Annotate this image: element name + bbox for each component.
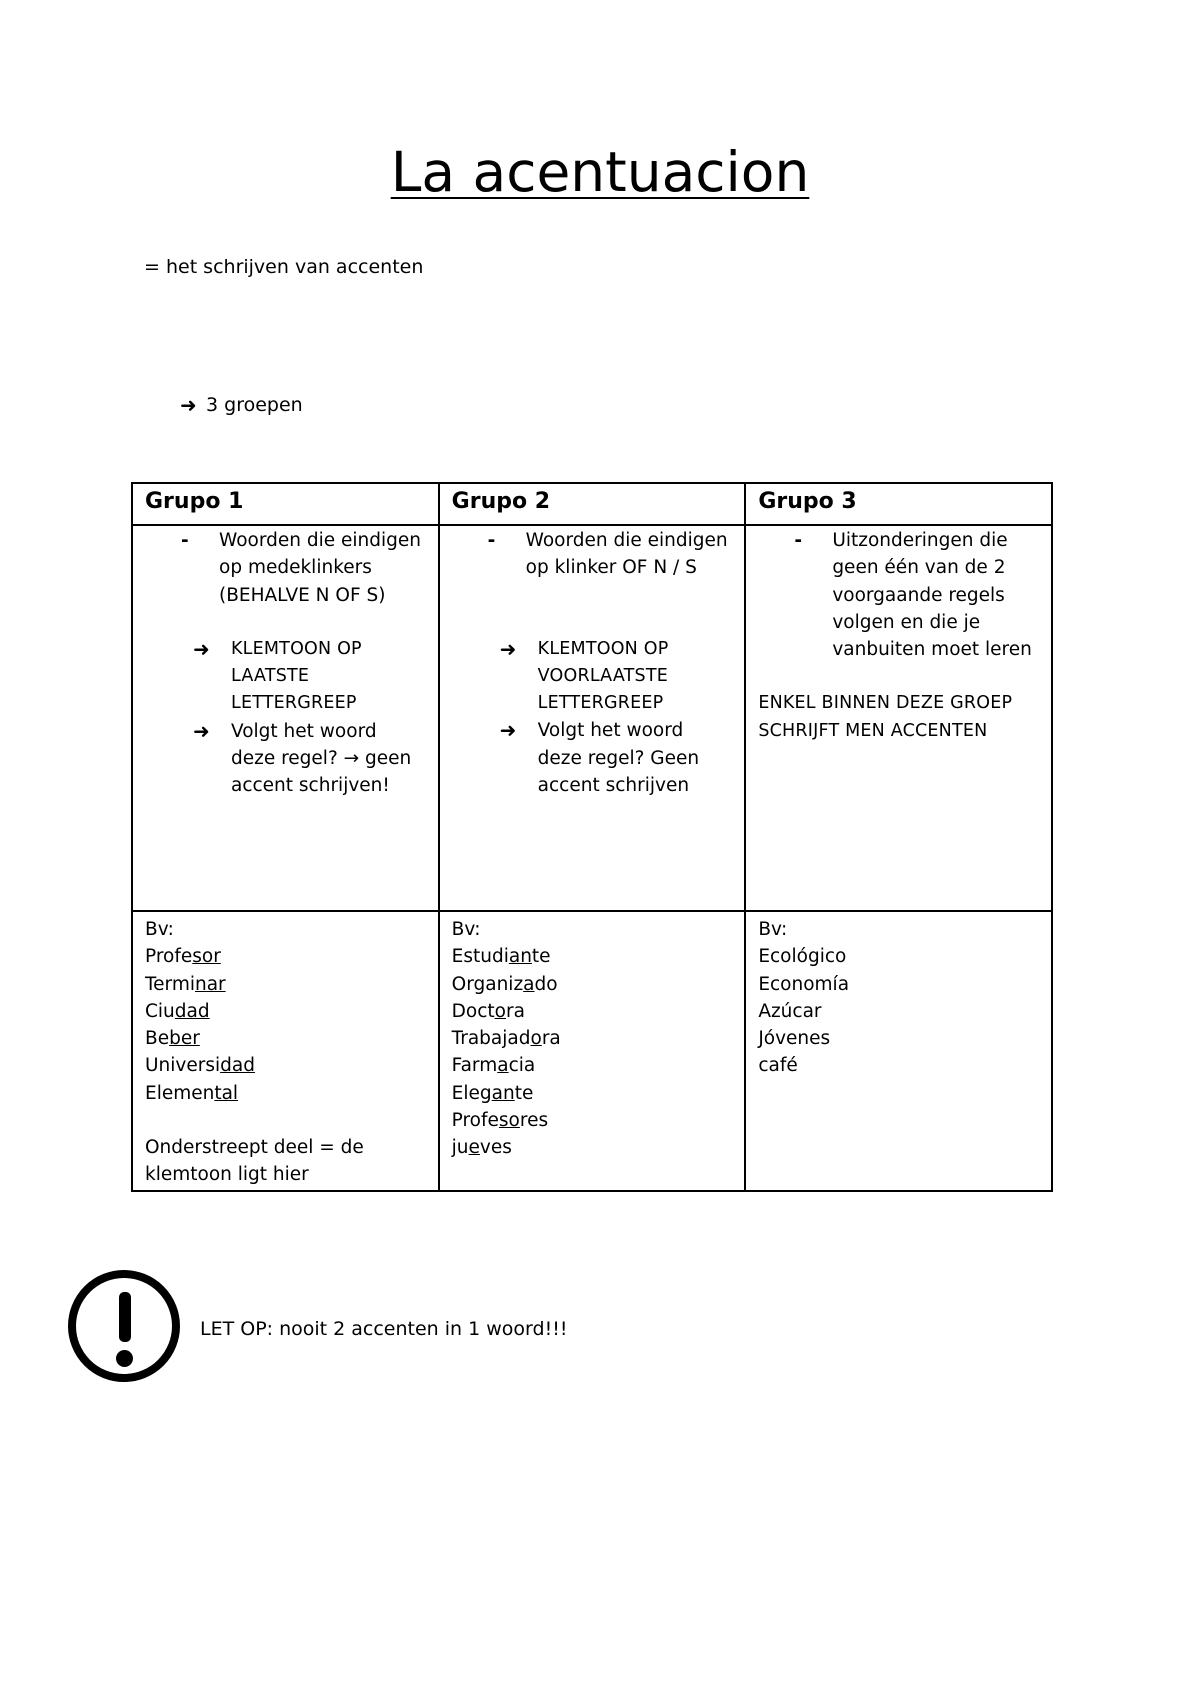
example-word <box>452 943 733 970</box>
note-text: Onderstreept deel = de klemtoon ligt hier <box>145 1137 364 1186</box>
example-word <box>452 971 733 998</box>
bullet-item <box>180 393 303 417</box>
word-part: Organiz <box>451 973 524 995</box>
stressed-syllable: sor <box>192 946 221 968</box>
word-part: cia <box>508 1055 536 1077</box>
stressed-syllable: o <box>494 1000 506 1022</box>
word-part: Ciu <box>145 1000 175 1022</box>
arrow-line <box>193 718 426 800</box>
stressed-syllable: e <box>468 1137 480 1159</box>
arrow-right-icon: ➜ <box>193 636 210 661</box>
example-cell-1 <box>132 911 439 1191</box>
example-word: Azúcar <box>758 1000 822 1022</box>
rule-text: Woorden die eindigen op medeklinkers (BEHALVE N OF S) <box>219 530 421 606</box>
stressed-syllable: nar <box>194 973 226 995</box>
example-word <box>145 1025 426 1052</box>
stressed-syllable: a <box>497 1055 509 1077</box>
example-word <box>452 1107 733 1134</box>
word-part: ju <box>451 1137 469 1159</box>
rule-text: Uitzonderingen die geen één van de 2 voorgaande regels volgen en die je vanbuiten moet leren <box>832 530 1032 661</box>
rule-line <box>145 527 426 609</box>
example-word <box>145 943 426 970</box>
arrow-right-icon: ➜ <box>180 393 197 417</box>
arrow-text: Volgt het woord deze regel? → geen accent schrijven! <box>231 720 412 797</box>
example-word: Ecológico <box>758 946 847 968</box>
dash-bullet: - <box>794 530 802 551</box>
stressed-syllable: an <box>508 946 532 968</box>
rules-table <box>131 482 1053 1192</box>
word-part: ves <box>479 1137 512 1159</box>
example-word <box>145 1080 426 1107</box>
word-part: ra <box>541 1028 561 1050</box>
page-title: La acentuacion <box>390 140 810 204</box>
example-word <box>145 998 426 1025</box>
rule-line <box>452 527 733 582</box>
word-part: Termi <box>145 973 195 995</box>
rule-cell-2 <box>439 525 746 911</box>
warning-text: LET OP: nooit 2 accenten in 1 woord!!! <box>200 1318 568 1340</box>
example-word <box>145 1052 426 1079</box>
word-part: Be <box>145 1028 170 1050</box>
arrow-right-icon: ➜ <box>193 718 210 743</box>
stressed-syllable: o <box>530 1028 542 1050</box>
word-part: te <box>531 946 551 968</box>
stressed-syllable: ber <box>169 1028 200 1050</box>
stressed-syllable: so <box>498 1110 520 1132</box>
rule-line <box>758 527 1039 663</box>
rule-cell-1 <box>132 525 439 911</box>
header-grupo-3: Grupo 3 <box>745 483 1052 525</box>
stressed-syllable: dad <box>220 1055 255 1077</box>
example-row <box>132 911 1052 1191</box>
example-word: Jóvenes <box>758 1028 831 1050</box>
example-word <box>452 998 733 1025</box>
arrow-text: KLEMTOON OP VOORLAATSTE LETTERGREEP <box>537 638 669 714</box>
example-cell-3 <box>745 911 1052 1191</box>
arrow-right-icon: ➜ <box>499 636 517 661</box>
example-word <box>145 971 426 998</box>
arrow-line <box>500 636 733 718</box>
word-part: do <box>534 973 558 995</box>
example-word: Economía <box>758 973 850 995</box>
example-word <box>452 1134 733 1161</box>
example-label: Bv: <box>758 919 788 940</box>
example-cell-2 <box>439 911 746 1191</box>
word-part: te <box>514 1082 534 1104</box>
arrow-right-icon: ➜ <box>499 718 517 743</box>
arrow-line <box>500 717 733 799</box>
word-part: Estudi <box>451 946 509 968</box>
rule-text: Woorden die eindigen op klinker OF N / S <box>525 530 728 579</box>
example-list <box>452 943 733 1161</box>
stressed-syllable: an <box>491 1082 515 1104</box>
arrow-line <box>193 636 426 718</box>
word-part: Doct <box>451 1000 495 1022</box>
example-list <box>145 943 426 1107</box>
header-row <box>132 483 1052 525</box>
header-grupo-2: Grupo 2 <box>439 483 746 525</box>
example-word <box>452 1052 733 1079</box>
dash-bullet: - <box>487 530 496 551</box>
word-part: Profe <box>451 1110 499 1132</box>
emphasis-text: ENKEL BINNEN DEZE GROEP SCHRIJFT MEN ACCENTEN <box>758 693 1013 741</box>
stressed-syllable: a <box>523 973 535 995</box>
word-part: Profe <box>145 946 193 968</box>
example-word <box>452 1025 733 1052</box>
stressed-syllable: tal <box>214 1082 239 1104</box>
word-part: Trabajad <box>451 1028 531 1050</box>
example-word <box>452 1080 733 1107</box>
word-part: Farm <box>451 1055 498 1077</box>
example-label: Bv: <box>451 919 481 940</box>
header-grupo-1: Grupo 1 <box>132 483 439 525</box>
dash-bullet: - <box>181 530 189 551</box>
rule-cell-3 <box>745 525 1052 911</box>
word-part: Elemen <box>145 1082 215 1104</box>
stressed-syllable: dad <box>174 1000 210 1022</box>
example-label: Bv: <box>145 919 174 940</box>
exclamation-circle-icon <box>68 1270 180 1382</box>
rule-row <box>132 525 1052 911</box>
arrow-text: Volgt het woord deze regel? Geen accent schrijven <box>537 720 700 797</box>
example-list <box>758 943 1039 1079</box>
word-part: res <box>519 1110 549 1132</box>
word-part: ra <box>505 1000 525 1022</box>
arrow-text: KLEMTOON OP LAATSTE LETTERGREEP <box>231 638 362 714</box>
bullet-text: 3 groepen <box>206 394 303 416</box>
subtitle: = het schrijven van accenten <box>144 256 424 278</box>
word-part: Universi <box>145 1055 221 1077</box>
example-word: café <box>758 1055 798 1077</box>
word-part: Eleg <box>451 1082 492 1104</box>
